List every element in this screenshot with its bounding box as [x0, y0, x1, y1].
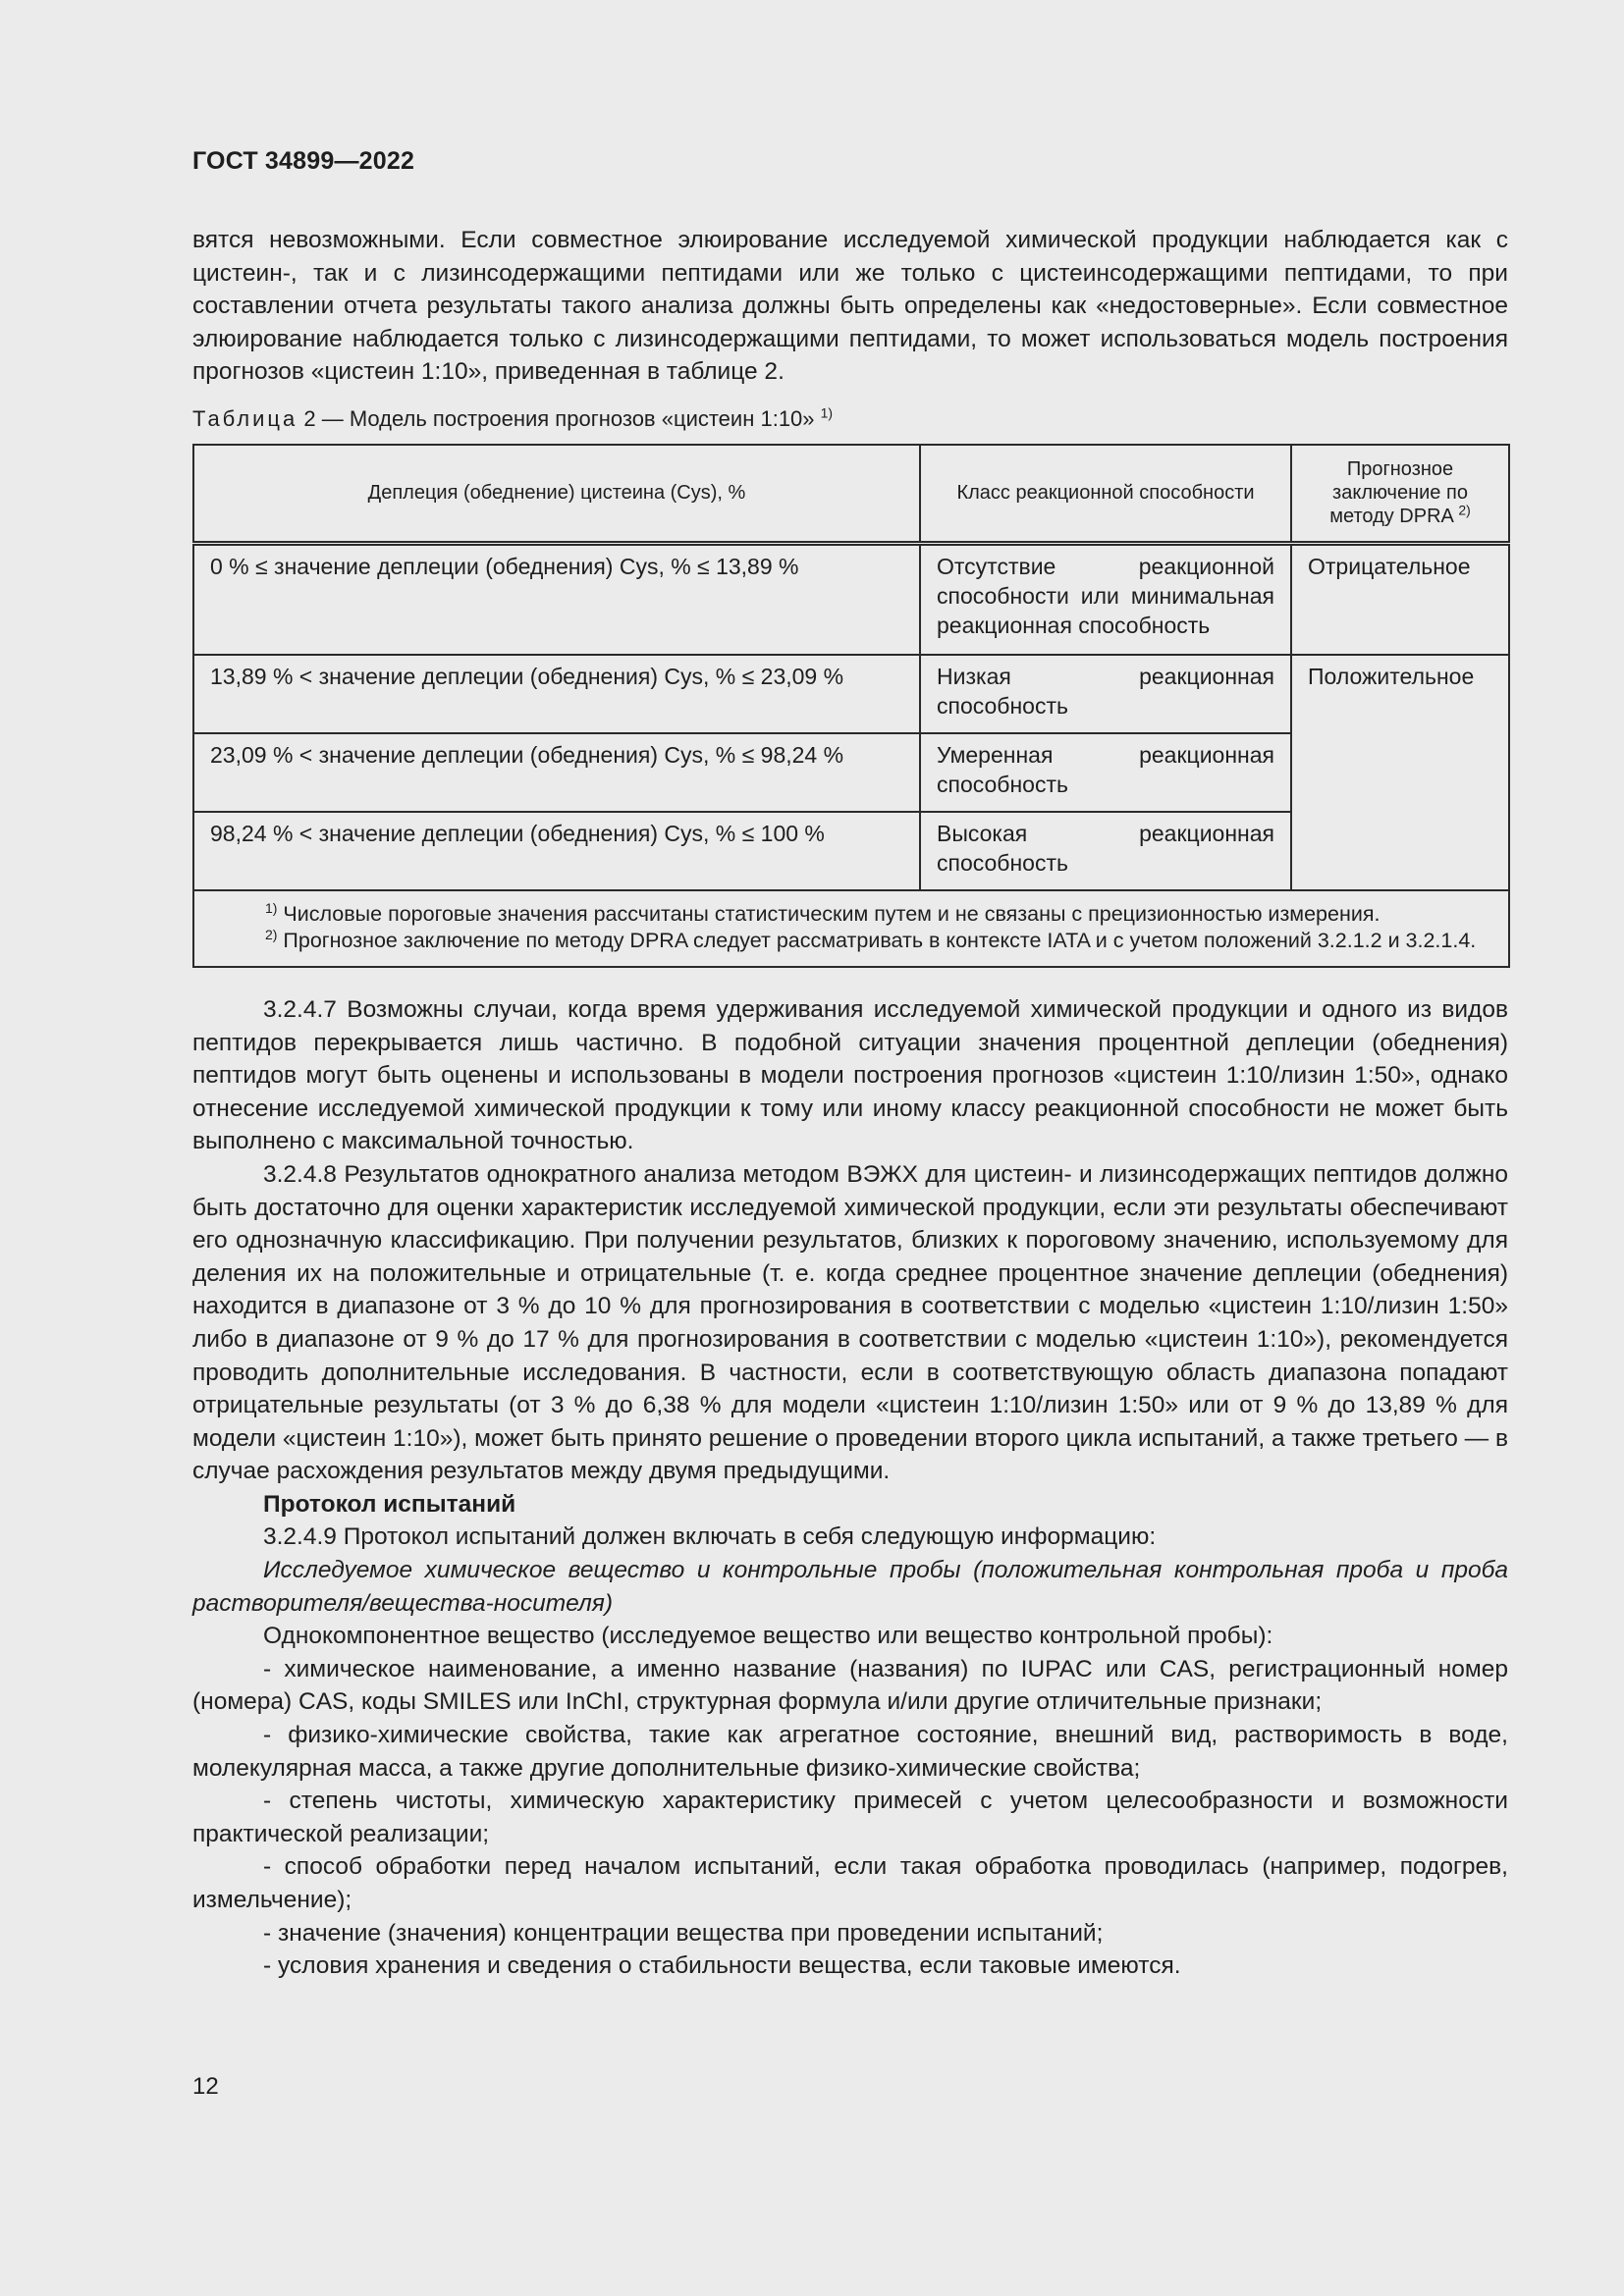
list-item: - физико-химические свойства, такие как агрегатное состояние, внешний вид, растворимость в воде, молекулярная масса, а также другие дополнительные физико-химические свойства;: [192, 1722, 1508, 1782]
header-prognosis-text: Прогнозное заключение по методу DPRA: [1329, 458, 1468, 528]
row-class: Низкая реакционная способность: [920, 655, 1291, 733]
list-item: - химическое наименование, а именно название (названия) по IUPAC или CAS, регистрационный номер (номера) CAS, коды SMILES или InChI, структурная формула и/или другие отличительные признаки;: [192, 1655, 1508, 1716]
table-row: [193, 655, 1509, 733]
paragraph-3-2-4-8: 3.2.4.8 Результатов однократного анализа методом ВЭЖХ для цистеин- и лизинсодержащих пептидов должно быть достаточно для оценки характеристик исследуемой химической продукции, если эти результаты обеспечивают его однозначную классификацию. При получении результатов, близких к пороговому значению, используемому для деления их на положительные и отрицательные (т. е. когда среднее процентное значение деплеции (обеднения) находится в диапазоне от 3 % до 10 % для прогнозирования в соответствии с моделью «цистеин 1:10/лизин 1:50» либо в диапазоне от 9 % до 17 % для прогнозирования в соответствии с моделью «цистеин 1:10»), рекомендуется проводить дополнительные исследования. В частности, если в соответствующую область диапазона попадают отрицательные результаты (от 3 % до 6,38 % для модели «цистеин 1:10/лизин 1:50» или от 9 % до 13,89 % для модели «цистеин 1:10»), может быть принято решение о проведении второго цикла испытаний, а также третьего — в случае расхождения результатов между двумя предыдущими.: [192, 1160, 1508, 1485]
heading-test-protocol: Протокол испытаний: [263, 1490, 516, 1518]
table-caption-label: Таблица: [192, 405, 298, 431]
header-depletion: Деплеция (обеднение) цистеина (Cys), %: [193, 445, 920, 544]
table-caption-footnote-mark: 1): [820, 404, 834, 421]
list-item: - значение (значения) концентрации вещества при проведении испытаний;: [263, 1919, 1104, 1947]
note-2-mark: 2): [265, 926, 278, 942]
list-item: - степень чистоты, химическую характеристику примесей с учетом целесообразности и возможности практической реализации;: [192, 1788, 1508, 1847]
table-notes-row: [193, 890, 1509, 967]
note-1-mark: 1): [265, 899, 278, 916]
paragraph-3-2-4-9: 3.2.4.9 Протокол испытаний должен включать в себя следующую информацию:: [263, 1523, 1157, 1551]
table-notes: [193, 890, 1509, 967]
row-range: 23,09 % < значение деплеции (обеднения) Cys, % ≤ 98,24 %: [193, 733, 920, 812]
row-class: Отсутствие реакционной способности или минимальная реакционная способность: [920, 543, 1291, 655]
note-1-text: Числовые пороговые значения рассчитаны статистическим путем и не связаны с прецизионностью измерения.: [277, 901, 1380, 926]
italic-subheading: Исследуемое химическое вещество и контрольные пробы (положительная контрольная проба и проба растворителя/вещества-носителя): [192, 1557, 1508, 1617]
table-note-2: [210, 928, 1492, 954]
list-item: - условия хранения и сведения о стабильности вещества, если таковые имеются.: [263, 1952, 1181, 1980]
table-row: [193, 543, 1509, 655]
row-class: Умеренная реакционная способность: [920, 733, 1291, 812]
page-number: 12: [192, 2073, 219, 2100]
row-range: 13,89 % < значение деплеции (обеднения) Cys, % ≤ 23,09 %: [193, 655, 920, 733]
intro-paragraph: вятся невозможными. Если совместное элюирование исследуемой химической продукции наблюдается как с цистеин-, так и с лизинсодержащими пептидами или же только с цистеинсодержащими пептидами, то при составлении отчета результаты такого анализа должны быть определены как «недостоверные». Если совместное элюирование наблюдается только с лизинсодержащими пептидами, то может использоваться модель построения прогнозов «цистеин 1:10», приведенная в таблице 2.: [192, 227, 1508, 386]
row-class: Высокая реакционная способность: [920, 812, 1291, 890]
table-caption-text: 2 — Модель построения прогнозов «цистеин 1:10»: [298, 405, 821, 431]
row-prognosis: Положительное: [1291, 655, 1509, 890]
body-text: [192, 993, 1508, 1983]
row-range: 98,24 % < значение деплеции (обеднения) Cys, % ≤ 100 %: [193, 812, 920, 890]
row-prognosis: Отрицательное: [1291, 543, 1509, 655]
paragraph-3-2-4-7: 3.2.4.7 Возможны случаи, когда время удерживания исследуемой химической продукции и одного из видов пептидов перекрывается лишь частично. В подобной ситуации значения процентной деплеции (обеднения) пептидов могут быть оценены и использованы в модели построения прогнозов «цистеин 1:10/лизин 1:50», однако отнесение исследуемой химической продукции к тому или иному классу реакционной способности не может быть выполнено с максимальной точностью.: [192, 995, 1508, 1155]
header-reactivity-class: Класс реакционной способности: [920, 445, 1291, 544]
prediction-model-table: [192, 444, 1510, 968]
table-note-1: [210, 901, 1492, 928]
list-item: - способ обработки перед началом испытаний, если такая обработка проводилась (например, подогрев, измельчение);: [192, 1853, 1508, 1913]
table-caption: [192, 404, 1508, 434]
single-component-line: Однокомпонентное вещество (исследуемое вещество или вещество контрольной пробы):: [263, 1623, 1273, 1650]
page-content: [192, 224, 1508, 1983]
row-range: 0 % ≤ значение деплеции (обеднения) Cys, % ≤ 13,89 %: [193, 543, 920, 655]
header-prognosis-footnote-mark: 2): [1458, 502, 1471, 518]
table-header-row: [193, 445, 1509, 544]
note-2-text: Прогнозное заключение по методу DPRA следует рассматривать в контексте IATA и с учетом положений 3.2.1.2 и 3.2.1.4.: [277, 928, 1477, 952]
header-prognosis: [1291, 445, 1509, 544]
document-header: ГОСТ 34899—2022: [192, 147, 415, 175]
